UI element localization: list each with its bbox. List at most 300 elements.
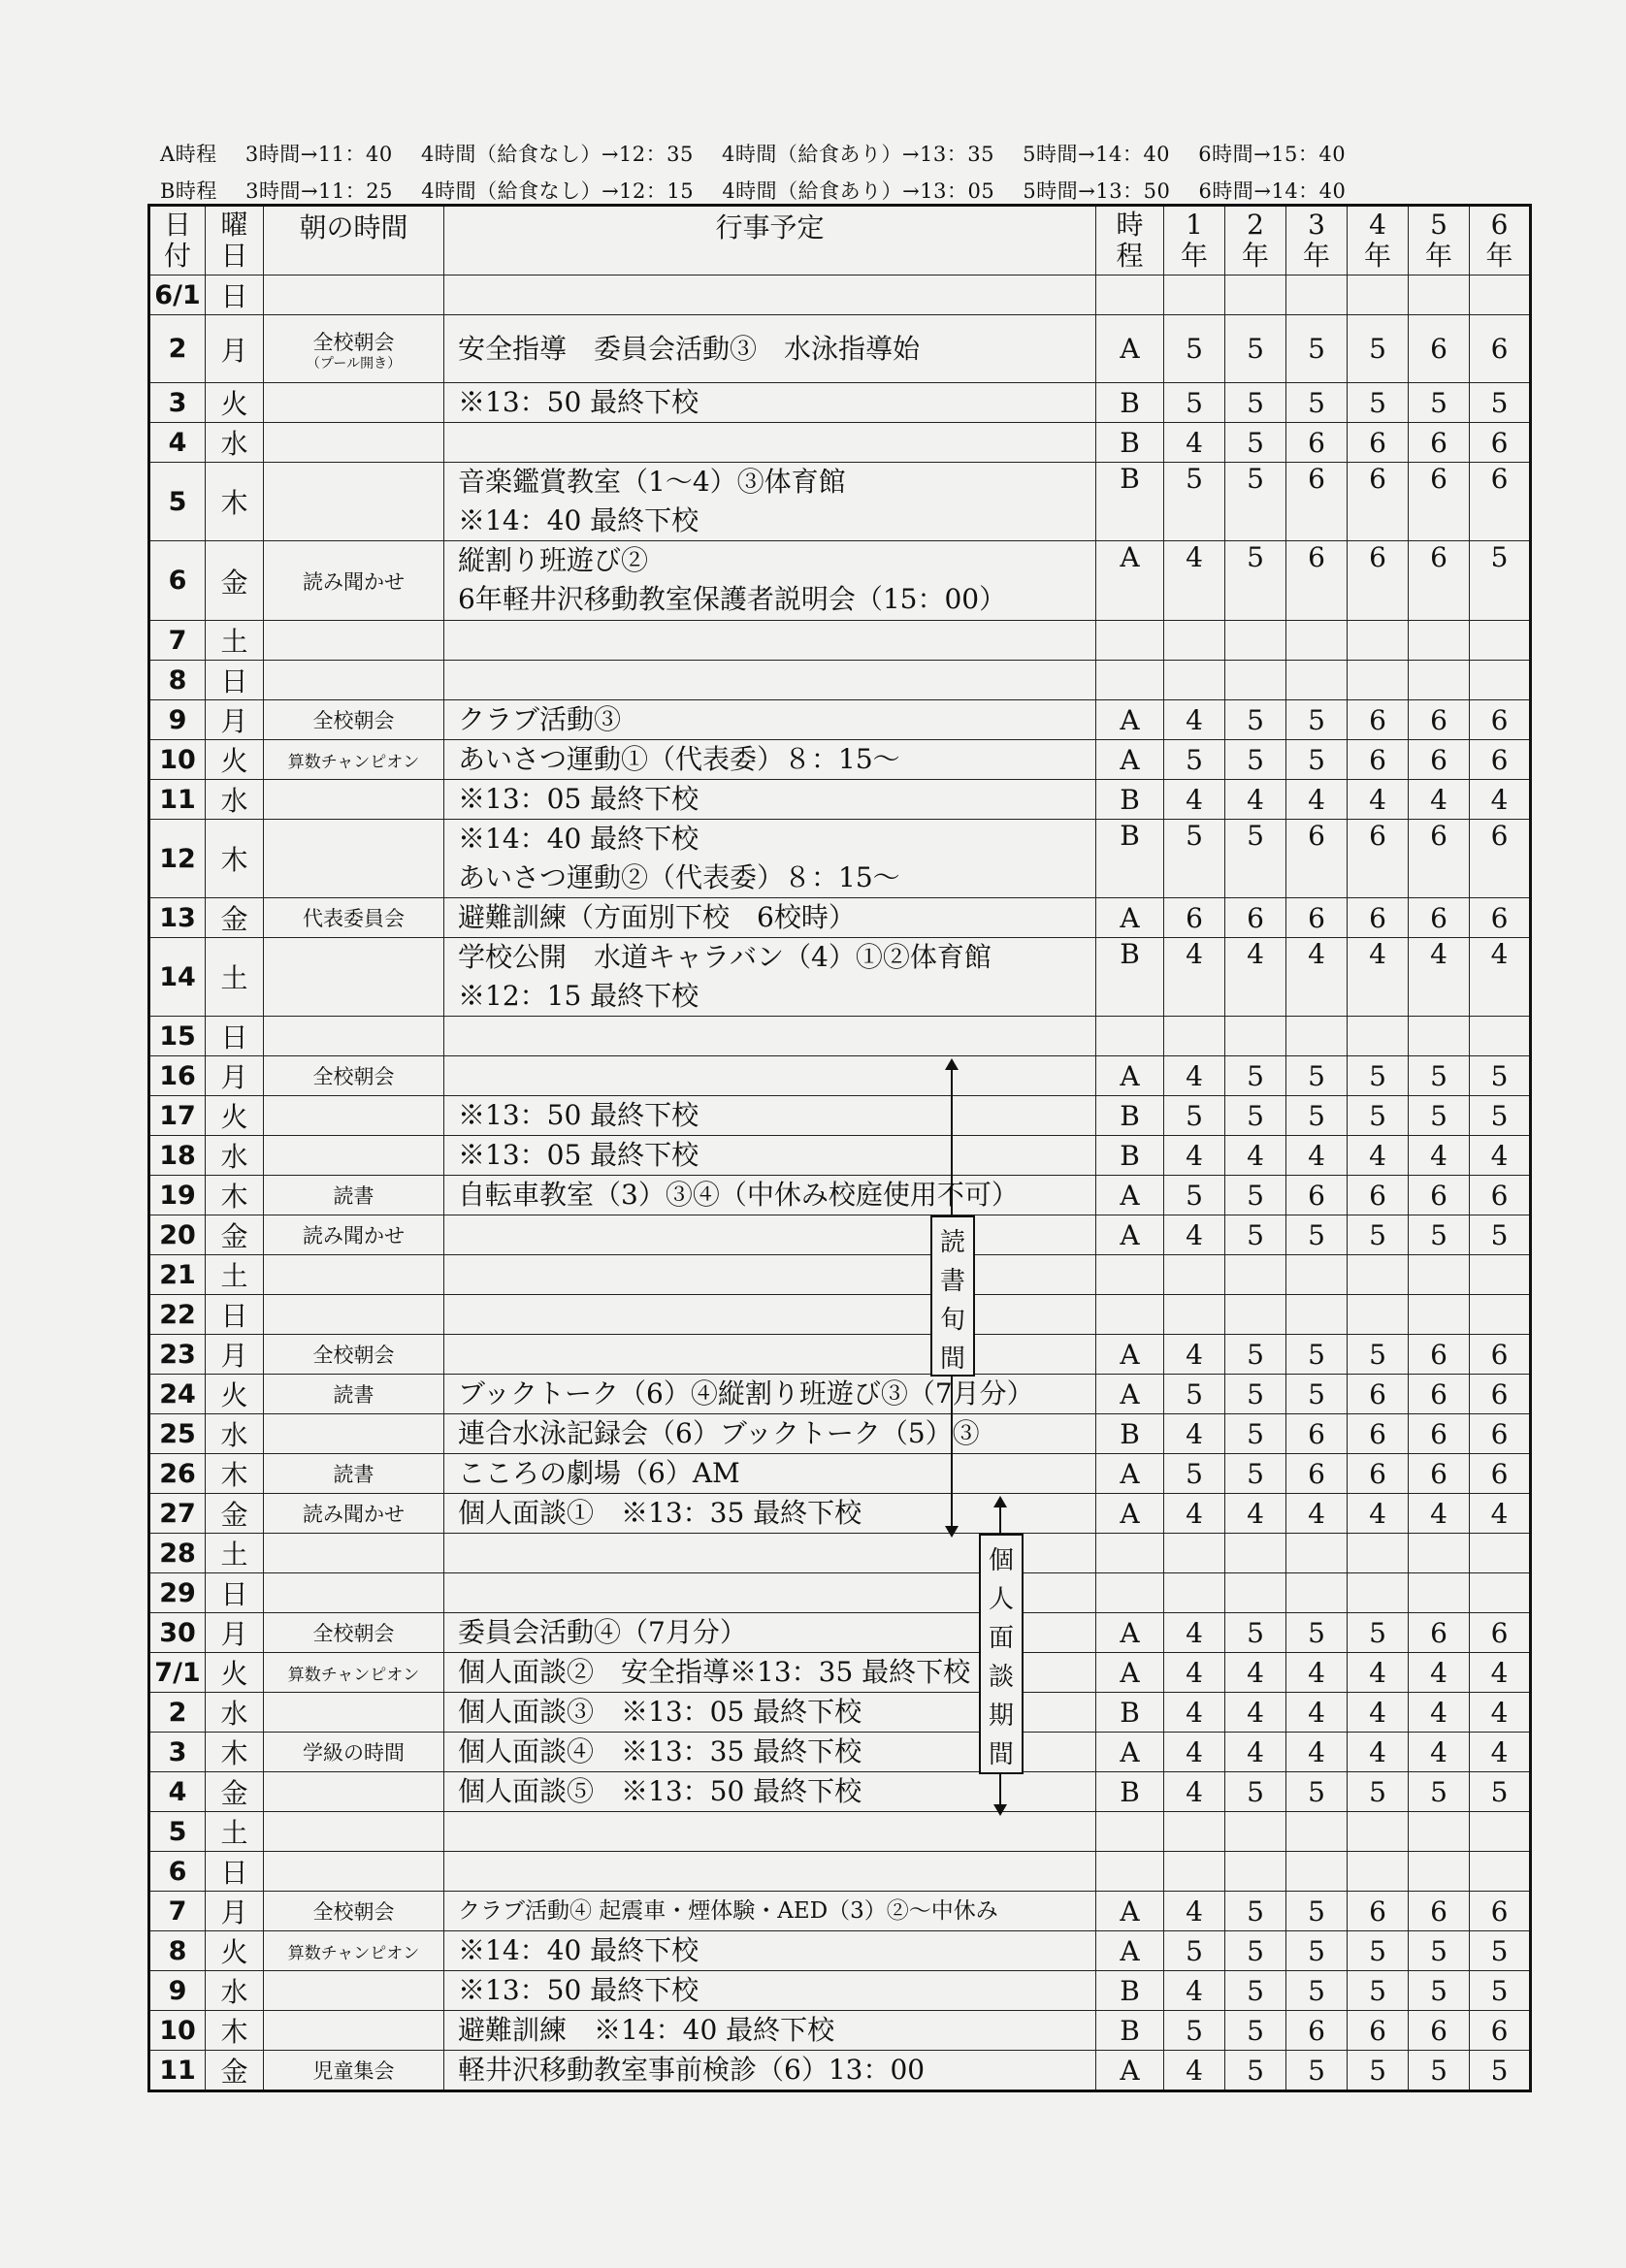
table-row (149, 1335, 1531, 1375)
morning-activity-label: 全校朝会 (312, 1065, 395, 1088)
grade-3-periods: 5 (1286, 383, 1348, 423)
grade-5-periods: 6 (1409, 423, 1470, 463)
morning-activity-cell (264, 938, 444, 1017)
schedule-type-cell: A (1096, 700, 1164, 740)
date-cell: 29 (149, 1573, 206, 1613)
schedule-type-cell: B (1096, 383, 1164, 423)
grade-6-periods: 6 (1470, 1375, 1531, 1414)
schedule-type-cell: A (1096, 1931, 1164, 1971)
grade-5-periods: 6 (1409, 315, 1470, 383)
morning-activity-label: 全校朝会 (312, 709, 395, 732)
event-line: 学校公開 水道キャラバン（4）①②体育館 (458, 941, 992, 973)
grade-3-periods: 6 (1286, 898, 1348, 938)
event-cell (444, 700, 1096, 740)
table-row (149, 383, 1531, 423)
header-grade-3: 3 年 (1286, 206, 1348, 275)
grade-2-periods: 5 (1225, 1414, 1286, 1454)
grade-6-periods: 5 (1470, 1215, 1531, 1255)
morning-activity-cell (264, 1534, 444, 1573)
grade-1-periods: 4 (1164, 1693, 1225, 1733)
grade-2-periods: 5 (1225, 383, 1286, 423)
event-line: あいさつ運動②（代表委）８：15～ (458, 861, 900, 893)
grade-4-periods: 6 (1348, 541, 1409, 621)
header-day: 曜 日 (206, 206, 264, 275)
grade-2-periods (1225, 1573, 1286, 1613)
grade-2-periods: 5 (1225, 700, 1286, 740)
grade-2-periods (1225, 621, 1286, 661)
grade-2-periods: 5 (1225, 820, 1286, 898)
grade-5-periods: 6 (1409, 740, 1470, 780)
date-cell: 26 (149, 1454, 206, 1494)
schedule-b-item: 5時間→13：50 (1023, 179, 1171, 203)
schedule-type-cell: A (1096, 1733, 1164, 1772)
weekday-cell: 日 (206, 1017, 264, 1056)
schedule-a-item: 4時間（給食あり）→13：35 (722, 143, 994, 166)
grade-6-periods: 5 (1470, 2051, 1531, 2091)
header-grade-4: 4 年 (1348, 206, 1409, 275)
grade-6-periods: 6 (1470, 1454, 1531, 1494)
date-cell: 2 (149, 1693, 206, 1733)
grade-3-periods: 5 (1286, 1056, 1348, 1096)
morning-activity-cell (264, 1733, 444, 1772)
morning-activity-cell (264, 423, 444, 463)
morning-activity-label: 読書 (333, 1463, 374, 1486)
table-row (149, 275, 1531, 315)
morning-activity-cell (264, 2051, 444, 2091)
schedule-type-cell: A (1096, 1215, 1164, 1255)
date-cell: 6 (149, 541, 206, 621)
date-cell: 20 (149, 1215, 206, 1255)
grade-4-periods: 5 (1348, 1056, 1409, 1096)
schedule-type-cell: A (1096, 1494, 1164, 1534)
morning-activity-cell (264, 1176, 444, 1215)
date-cell: 17 (149, 1096, 206, 1136)
grade-5-periods: 6 (1409, 1414, 1470, 1454)
grade-1-periods (1164, 621, 1225, 661)
grade-3-periods (1286, 621, 1348, 661)
grade-5-periods: 5 (1409, 1772, 1470, 1812)
grade-5-periods: 4 (1409, 1136, 1470, 1176)
grade-5-periods: 6 (1409, 1335, 1470, 1375)
grade-1-periods: 4 (1164, 1892, 1225, 1931)
event-cell (444, 1375, 1096, 1414)
morning-activity-cell (264, 541, 444, 621)
schedule-type-cell: A (1096, 1056, 1164, 1096)
morning-activity-cell (264, 898, 444, 938)
event-cell (444, 820, 1096, 898)
schedule-type-cell (1096, 1295, 1164, 1335)
grade-2-periods: 6 (1225, 898, 1286, 938)
grade-1-periods: 5 (1164, 1375, 1225, 1414)
table-row (149, 1534, 1531, 1573)
grade-4-periods: 4 (1348, 780, 1409, 820)
weekday-cell: 火 (206, 1375, 264, 1414)
weekday-cell: 金 (206, 898, 264, 938)
grade-2-periods: 5 (1225, 1096, 1286, 1136)
date-cell: 10 (149, 2011, 206, 2051)
date-cell: 30 (149, 1613, 206, 1653)
weekday-cell: 火 (206, 740, 264, 780)
weekday-cell: 土 (206, 1534, 264, 1573)
grade-1-periods: 4 (1164, 423, 1225, 463)
event-line: ※14：40 最終下校 (458, 823, 699, 855)
grade-5-periods: 4 (1409, 938, 1470, 1017)
grade-3-periods: 4 (1286, 938, 1348, 1017)
header-grade-2: 2 年 (1225, 206, 1286, 275)
grade-3-periods (1286, 1295, 1348, 1335)
table-row (149, 1454, 1531, 1494)
morning-activity-cell (264, 1772, 444, 1812)
schedule-type-cell: A (1096, 1176, 1164, 1215)
grade-6-periods (1470, 1017, 1531, 1056)
event-line: 個人面談⑤ ※13：50 最終下校 (458, 1775, 862, 1807)
morning-activity-label: 読み聞かせ (303, 1503, 405, 1526)
schedule-type-cell: A (1096, 2051, 1164, 2091)
table-row (149, 780, 1531, 820)
grade-4-periods: 5 (1348, 1613, 1409, 1653)
grade-4-periods (1348, 661, 1409, 700)
grade-6-periods: 4 (1470, 1733, 1531, 1772)
schedule-type-cell: B (1096, 820, 1164, 898)
event-line: ※13：05 最終下校 (458, 783, 699, 815)
schedule-type-cell (1096, 1812, 1164, 1852)
schedule-type-cell: B (1096, 1693, 1164, 1733)
grade-6-periods: 6 (1470, 1176, 1531, 1215)
morning-activity-cell (264, 1017, 444, 1056)
morning-activity-label: 読み聞かせ (303, 569, 405, 594)
grade-1-periods (1164, 1534, 1225, 1573)
grade-1-periods: 5 (1164, 1176, 1225, 1215)
grade-6-periods (1470, 661, 1531, 700)
table-row (149, 1772, 1531, 1812)
weekday-cell: 土 (206, 621, 264, 661)
grade-5-periods: 6 (1409, 1613, 1470, 1653)
grade-5-periods (1409, 275, 1470, 315)
grade-2-periods: 4 (1225, 1653, 1286, 1693)
date-cell: 9 (149, 1971, 206, 2011)
grade-3-periods: 4 (1286, 1653, 1348, 1693)
grade-6-periods: 6 (1470, 740, 1531, 780)
grade-2-periods: 5 (1225, 2011, 1286, 2051)
grade-2-periods: 5 (1225, 1454, 1286, 1494)
weekday-cell: 金 (206, 1494, 264, 1534)
event-cell (444, 1931, 1096, 1971)
schedule-type-cell: B (1096, 423, 1164, 463)
grade-5-periods: 5 (1409, 383, 1470, 423)
grade-2-periods (1225, 1852, 1286, 1892)
grade-4-periods: 5 (1348, 1335, 1409, 1375)
date-cell: 7/1 (149, 1653, 206, 1693)
schedule-type-cell (1096, 1255, 1164, 1295)
grade-5-periods: 5 (1409, 1096, 1470, 1136)
grade-1-periods: 4 (1164, 541, 1225, 621)
date-cell: 4 (149, 423, 206, 463)
grade-1-periods (1164, 1295, 1225, 1335)
morning-activity-label: 児童集会 (312, 2059, 395, 2083)
weekday-cell: 火 (206, 1096, 264, 1136)
schedule-type-cell: A (1096, 1375, 1164, 1414)
event-line: 避難訓練 ※14：40 最終下校 (458, 2014, 835, 2046)
date-cell: 19 (149, 1176, 206, 1215)
event-cell (444, 621, 1096, 661)
grade-4-periods: 5 (1348, 2051, 1409, 2091)
grade-2-periods: 5 (1225, 1056, 1286, 1096)
grade-4-periods: 4 (1348, 1693, 1409, 1733)
grade-4-periods (1348, 275, 1409, 315)
table-row (149, 1693, 1531, 1733)
grade-1-periods: 4 (1164, 1215, 1225, 1255)
event-line: 安全指導 委員会活動③ 水泳指導始 (458, 332, 921, 365)
grade-4-periods: 5 (1348, 1971, 1409, 2011)
grade-1-periods: 5 (1164, 820, 1225, 898)
schedule-type-cell: B (1096, 463, 1164, 541)
date-cell: 24 (149, 1375, 206, 1414)
weekday-cell: 月 (206, 1892, 264, 1931)
schedule-type-cell: A (1096, 898, 1164, 938)
date-cell: 11 (149, 780, 206, 820)
weekday-cell: 日 (206, 661, 264, 700)
morning-activity-cell (264, 383, 444, 423)
grade-5-periods: 4 (1409, 780, 1470, 820)
weekday-cell: 木 (206, 1176, 264, 1215)
schedule-b-label: B時程 (160, 179, 217, 203)
schedule-a-item: 3時間→11：40 (244, 143, 393, 166)
morning-activity-cell (264, 1255, 444, 1295)
date-cell: 6/1 (149, 275, 206, 315)
morning-activity-cell (264, 1136, 444, 1176)
grade-3-periods: 6 (1286, 1454, 1348, 1494)
schedule-type-cell: B (1096, 1414, 1164, 1454)
grade-5-periods: 6 (1409, 1176, 1470, 1215)
grade-2-periods (1225, 1534, 1286, 1573)
schedule-type-cell: B (1096, 1971, 1164, 2011)
grade-4-periods: 4 (1348, 1653, 1409, 1693)
event-line: ※13：50 最終下校 (458, 1974, 699, 2006)
grade-4-periods: 4 (1348, 1136, 1409, 1176)
event-cell (444, 1454, 1096, 1494)
date-cell: 8 (149, 661, 206, 700)
schedule-type-cell (1096, 275, 1164, 315)
grade-6-periods: 4 (1470, 1693, 1531, 1733)
grade-3-periods: 5 (1286, 315, 1348, 383)
grade-4-periods: 6 (1348, 1375, 1409, 1414)
event-line: ※13：50 最終下校 (458, 386, 699, 418)
grade-1-periods: 5 (1164, 383, 1225, 423)
event-cell (444, 2051, 1096, 2091)
weekday-cell: 月 (206, 1056, 264, 1096)
table-row (149, 1375, 1531, 1414)
grade-3-periods: 6 (1286, 2011, 1348, 2051)
grade-1-periods: 4 (1164, 1653, 1225, 1693)
grade-3-periods: 5 (1286, 1971, 1348, 2011)
grade-5-periods: 6 (1409, 700, 1470, 740)
table-row (149, 820, 1531, 898)
weekday-cell: 火 (206, 1653, 264, 1693)
date-cell: 5 (149, 463, 206, 541)
event-cell (444, 898, 1096, 938)
weekday-cell: 日 (206, 275, 264, 315)
event-line: 個人面談④ ※13：35 最終下校 (458, 1735, 862, 1767)
grade-3-periods: 6 (1286, 541, 1348, 621)
event-line: ブックトーク（6）④縦割り班遊び③（7月分） (458, 1377, 1034, 1409)
grade-6-periods: 6 (1470, 1335, 1531, 1375)
event-cell (444, 1017, 1096, 1056)
grade-4-periods: 5 (1348, 1931, 1409, 1971)
grade-6-periods: 6 (1470, 700, 1531, 740)
morning-activity-label: 読み聞かせ (303, 1224, 405, 1247)
morning-activity-cell (264, 1215, 444, 1255)
morning-activity-cell (264, 315, 444, 383)
arrow-up-icon (945, 1058, 959, 1070)
grade-5-periods: 6 (1409, 1454, 1470, 1494)
arrow-down-icon (993, 1804, 1007, 1816)
grade-4-periods (1348, 621, 1409, 661)
date-cell: 3 (149, 383, 206, 423)
grade-3-periods: 6 (1286, 463, 1348, 541)
event-line: 縦割り班遊び② (458, 544, 649, 576)
grade-4-periods: 5 (1348, 383, 1409, 423)
header-grade-5: 5 年 (1409, 206, 1470, 275)
table-row (149, 700, 1531, 740)
grade-2-periods: 4 (1225, 1494, 1286, 1534)
event-line: 委員会活動④（7月分） (458, 1616, 747, 1648)
header-row (149, 206, 1531, 275)
morning-activity-cell (264, 1613, 444, 1653)
date-cell: 4 (149, 1772, 206, 1812)
grade-6-periods: 4 (1470, 938, 1531, 1017)
grade-4-periods: 5 (1348, 315, 1409, 383)
grade-1-periods: 4 (1164, 1733, 1225, 1772)
grade-2-periods: 4 (1225, 1693, 1286, 1733)
event-cell (444, 1295, 1096, 1335)
event-cell (444, 1414, 1096, 1454)
table-row (149, 1892, 1531, 1931)
morning-activity-cell (264, 2011, 444, 2051)
event-cell (444, 315, 1096, 383)
grade-5-periods: 5 (1409, 1971, 1470, 2011)
date-cell: 15 (149, 1017, 206, 1056)
event-line: 個人面談① ※13：35 最終下校 (458, 1497, 862, 1529)
grade-1-periods: 4 (1164, 1335, 1225, 1375)
table-row (149, 661, 1531, 700)
schedule-b-item: 6時間→14：40 (1198, 179, 1347, 203)
weekday-cell: 水 (206, 780, 264, 820)
grade-4-periods: 6 (1348, 463, 1409, 541)
weekday-cell: 金 (206, 1215, 264, 1255)
grade-2-periods: 4 (1225, 1733, 1286, 1772)
date-cell: 23 (149, 1335, 206, 1375)
header-grade-1: 1 年 (1164, 206, 1225, 275)
morning-activity-label: 算数チャンピオン (287, 752, 420, 772)
morning-activity-cell (264, 820, 444, 898)
table-row (149, 1931, 1531, 1971)
grade-4-periods: 5 (1348, 1096, 1409, 1136)
event-cell (444, 275, 1096, 315)
table-row (149, 541, 1531, 621)
weekday-cell: 水 (206, 1136, 264, 1176)
date-cell: 3 (149, 1733, 206, 1772)
grade-2-periods: 5 (1225, 1931, 1286, 1971)
morning-activity-cell (264, 1892, 444, 1931)
grade-2-periods: 5 (1225, 541, 1286, 621)
table-row (149, 1096, 1531, 1136)
arrow-up-icon (993, 1496, 1007, 1507)
weekday-cell: 土 (206, 1255, 264, 1295)
event-cell (444, 661, 1096, 700)
grade-3-periods (1286, 1017, 1348, 1056)
morning-activity-label: 読書 (333, 1383, 374, 1407)
morning-activity-cell (264, 661, 444, 700)
morning-activity-cell (264, 1375, 444, 1414)
grade-5-periods: 4 (1409, 1693, 1470, 1733)
grade-3-periods: 5 (1286, 1772, 1348, 1812)
event-cell (444, 1335, 1096, 1375)
date-cell: 21 (149, 1255, 206, 1295)
schedule-type-cell: A (1096, 740, 1164, 780)
schedule-type-cell (1096, 1017, 1164, 1056)
grade-2-periods: 4 (1225, 938, 1286, 1017)
grade-1-periods: 4 (1164, 1971, 1225, 2011)
morning-activity-label: 全校朝会 (312, 330, 395, 354)
schedule-a-label: A時程 (160, 143, 217, 166)
grade-3-periods (1286, 661, 1348, 700)
weekday-cell: 水 (206, 423, 264, 463)
grade-6-periods (1470, 275, 1531, 315)
event-line: ※14：40 最終下校 (458, 504, 699, 536)
event-cell (444, 423, 1096, 463)
event-line: クラブ活動④ 起震車・煙体験・AED（3）②～中休み (458, 1898, 998, 1924)
event-cell (444, 1812, 1096, 1852)
header-schedule: 時 程 (1096, 206, 1164, 275)
date-cell: 25 (149, 1414, 206, 1454)
grade-1-periods: 4 (1164, 1136, 1225, 1176)
grade-1-periods (1164, 1255, 1225, 1295)
event-line: あいさつ運動①（代表委）８：15～ (458, 743, 900, 775)
event-line: 軽井沢移動教室事前検診（6）13：00 (458, 2054, 926, 2086)
grade-1-periods: 4 (1164, 1772, 1225, 1812)
grade-6-periods: 6 (1470, 423, 1531, 463)
grade-6-periods: 5 (1470, 383, 1531, 423)
header-grade-6: 6 年 (1470, 206, 1531, 275)
event-line: ※13：05 最終下校 (458, 1139, 699, 1171)
grade-4-periods: 6 (1348, 740, 1409, 780)
schedule-type-cell: B (1096, 780, 1164, 820)
grade-2-periods: 5 (1225, 1772, 1286, 1812)
grade-6-periods (1470, 621, 1531, 661)
event-line: ※13：50 最終下校 (458, 1099, 699, 1131)
grade-6-periods (1470, 1573, 1531, 1613)
morning-activity-cell (264, 1573, 444, 1613)
grade-6-periods: 6 (1470, 898, 1531, 938)
event-cell (444, 1096, 1096, 1136)
grade-1-periods (1164, 275, 1225, 315)
grade-3-periods: 4 (1286, 1136, 1348, 1176)
grade-6-periods: 5 (1470, 1772, 1531, 1812)
grade-4-periods: 4 (1348, 1733, 1409, 1772)
grade-2-periods: 5 (1225, 315, 1286, 383)
event-cell (444, 463, 1096, 541)
grade-1-periods: 4 (1164, 938, 1225, 1017)
grade-5-periods: 5 (1409, 1056, 1470, 1096)
table-row (149, 1852, 1531, 1892)
table-row (149, 1215, 1531, 1255)
table-row (149, 423, 1531, 463)
table-row (149, 463, 1531, 541)
grade-1-periods: 4 (1164, 780, 1225, 820)
weekday-cell: 木 (206, 1733, 264, 1772)
table-row (149, 1494, 1531, 1534)
weekday-cell: 日 (206, 1573, 264, 1613)
